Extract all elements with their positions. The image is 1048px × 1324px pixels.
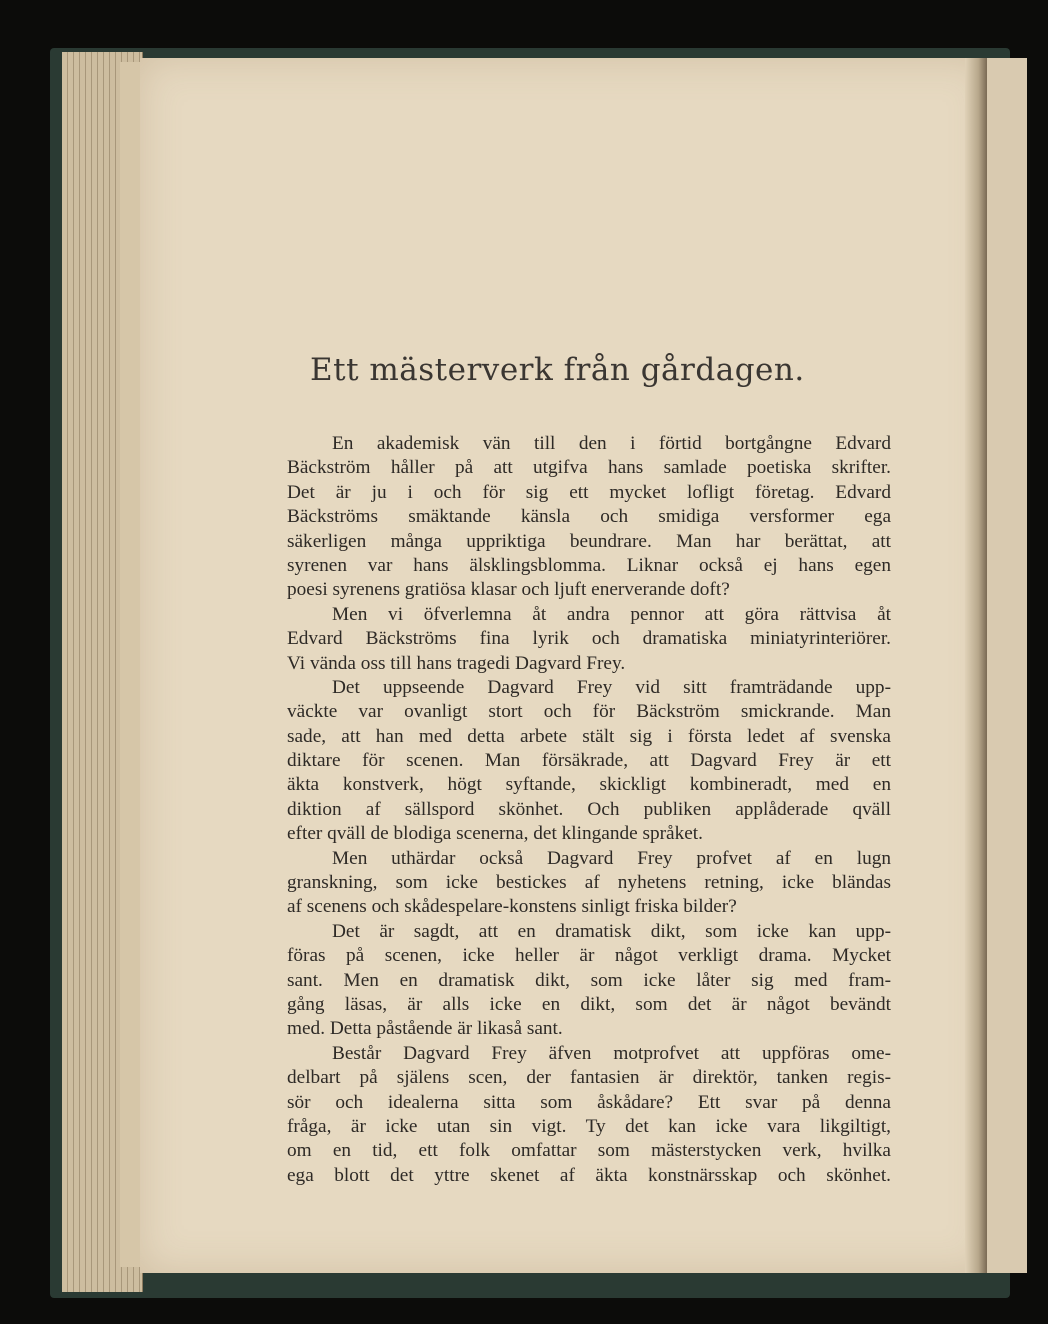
text-line: delbart på själens scen, der fantasien är direktör, tanken regis-	[287, 1067, 891, 1089]
text-line: Det är sagdt, att en dramatisk dikt, som icke kan upp-	[332, 920, 891, 942]
text-line: granskning, som icke bestickes af nyhetens retning, icke bländas	[287, 872, 891, 894]
text-line: Bäckström håller på att utgifva hans samlade poetiska skrifter.	[287, 457, 891, 479]
body-text	[287, 432, 891, 1188]
text-line: om en tid, ett folk omfattar som mästerstycken verk, hvilka	[287, 1140, 891, 1162]
text-line: ega blott det yttre skenet af äkta konstnärsskap och skönhet.	[287, 1164, 891, 1186]
book-gutter	[965, 58, 987, 1273]
text-line: diktion af sällspord skönhet. Och publiken applåderade qväll	[287, 798, 891, 820]
paragraph	[287, 603, 891, 676]
text-line: Består Dagvard Frey äfven motprofvet att uppföras ome-	[332, 1042, 891, 1064]
text-line: poesi syrenens gratiösa klasar och ljuft enerverande doft?	[287, 579, 730, 601]
text-line: af scenens och skådespelare-konstens sinligt friska bilder?	[287, 896, 737, 918]
text-line: äkta konstverk, högt syftande, skickligt kombineradt, med en	[287, 774, 891, 796]
text-line: fråga, är icke utan sin vigt. Ty det kan icke vara likgiltigt,	[287, 1115, 891, 1137]
facing-page	[987, 58, 1027, 1273]
text-line: föras på scenen, icke heller är något verkligt drama. Mycket	[287, 945, 891, 967]
text-line: väckte var ovanligt stort och för Bäckström smickrande. Man	[287, 701, 891, 723]
paragraph	[287, 676, 891, 847]
paragraph	[287, 920, 891, 1042]
text-line: Men uthärdar också Dagvard Frey profvet af en lugn	[332, 847, 891, 869]
text-line: med. Detta påstående är likaså sant.	[287, 1018, 563, 1040]
text-line: säkerligen många uppriktiga beundrare. Man har berättat, att	[287, 530, 891, 552]
text-line: diktare för scenen. Man försäkrade, att Dagvard Frey är ett	[287, 750, 891, 772]
text-line: Bäckströms smäktande känsla och smidiga versformer ega	[287, 506, 891, 528]
text-line: efter qväll de blodiga scenerna, det klingande språket.	[287, 823, 703, 845]
text-line: Men vi öfverlemna åt andra pennor att göra rättvisa åt	[332, 603, 891, 625]
paragraph	[287, 1042, 891, 1188]
text-line: sör och idealerna sitta som åskådare? Ett svar på denna	[287, 1091, 891, 1113]
paragraph	[287, 432, 891, 603]
text-line: sant. Men en dramatisk dikt, som icke låter sig med fram-	[287, 969, 891, 991]
text-line: Det uppseende Dagvard Frey vid sitt framträdande upp-	[332, 676, 891, 698]
text-line: Det är ju i och för sig ett mycket lofligt företag. Edvard	[287, 481, 891, 503]
text-line: En akademisk vän till den i förtid bortgångne Edvard	[332, 433, 891, 454]
text-line: gång läsas, är alls icke en dikt, som det är något bevändt	[287, 993, 891, 1015]
paragraph	[287, 847, 891, 920]
text-line: sade, att han med detta arbete stält sig i första ledet af svenska	[287, 725, 891, 747]
text-line: syrenen var hans älsklingsblomma. Liknar också ej hans egen	[287, 554, 891, 576]
text-line: Edvard Bäckströms fina lyrik och dramatiska miniatyrinteriörer.	[287, 628, 891, 650]
chapter-title: Ett mästerverk från gårdagen.	[310, 352, 805, 388]
text-line: Vi vända oss till hans tragedi Dagvard Frey.	[287, 652, 626, 674]
